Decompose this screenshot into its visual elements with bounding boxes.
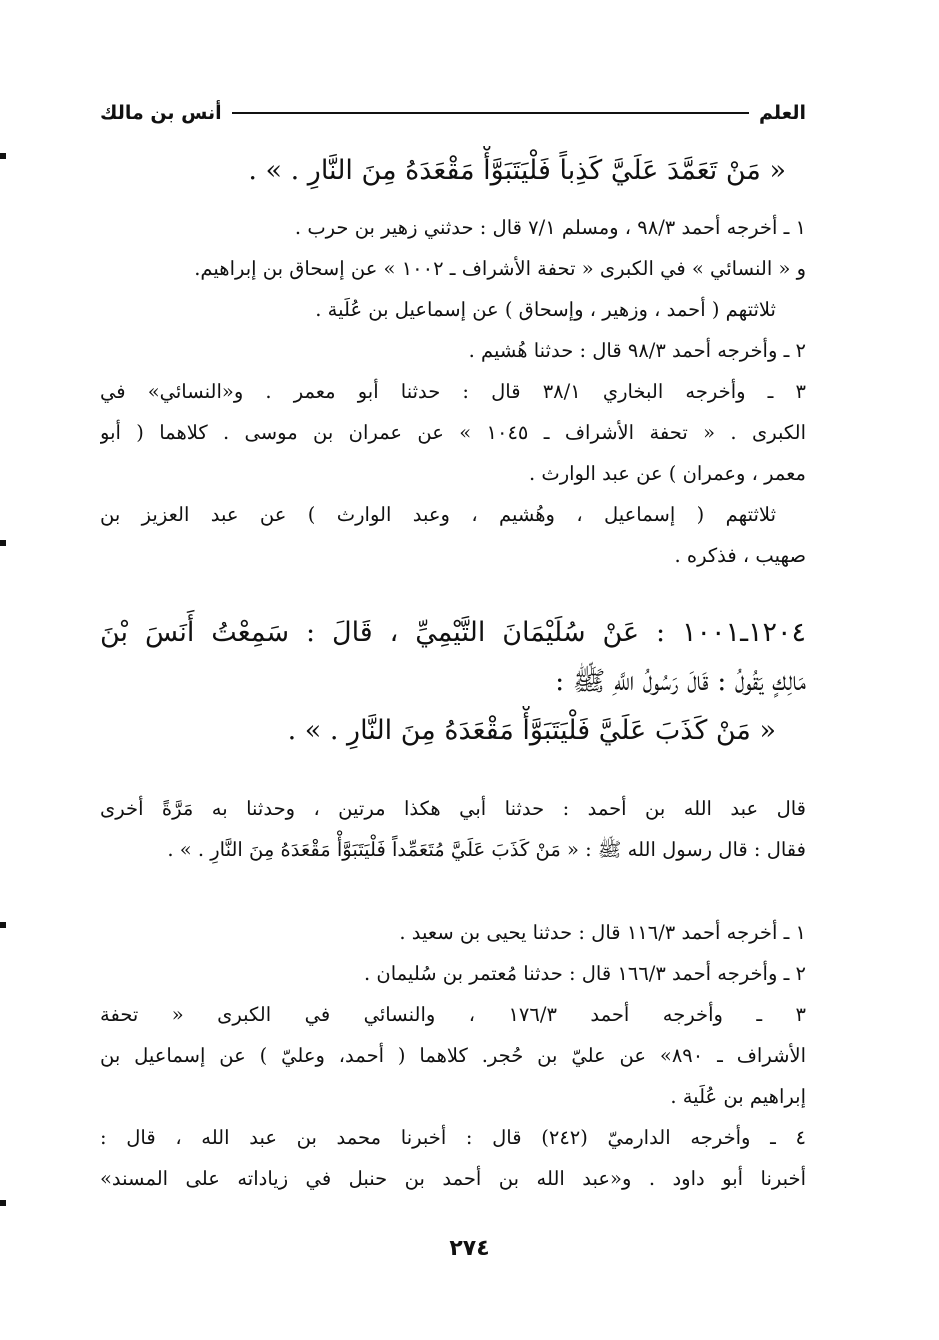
header-right-title: العلم <box>758 102 806 124</box>
note-line: ٢ ـ وأخرجه أحمد ٩٨/٣ قال : حدثنا هُشيم . <box>468 339 806 362</box>
abdullah-note <box>100 788 806 870</box>
note-line: معمر ، وعمران ) عن عبد الوارث . <box>528 462 806 485</box>
note-line: ٣ ـ وأخرجه البخاري ٣٨/١ قال : حدثنا أبو معمر . و«النسائي» في <box>100 380 806 403</box>
note-line: ١ ـ أخرجه أحمد ١١٦/٣ قال : حدثنا يحيى بن سعيد . <box>399 921 806 944</box>
note-line: إبراهيم بن عُلَية . <box>670 1085 806 1108</box>
hadith-1204 <box>100 608 806 755</box>
scan-edge-mark <box>0 1200 6 1206</box>
scan-edge-mark <box>0 153 6 159</box>
hadith-line: مَالِكٍ يَقُولُ : قَالَ رَسُولُ اللَّهِ ﷺ : <box>555 666 806 697</box>
scan-edge-mark <box>0 540 6 546</box>
hadith-line: « مَنْ تَعَمَّدَ عَلَيَّ كَذِباً فَلْيَتَبَوَّأْ مَقْعَدَهُ مِنَ النَّارِ . » . <box>248 155 786 186</box>
running-header <box>100 98 806 128</box>
note-line: ٢ ـ وأخرجه أحمد ١٦٦/٣ قال : حدثنا مُعتمر بن سُليمان . <box>364 962 806 985</box>
hadith-text-top <box>100 146 806 195</box>
note-line: ثلاثتهم ( إسماعيل ، وهُشيم ، وعبد الوارث ) عن عبد العزيز بن <box>100 503 776 526</box>
note-line: الأشراف ـ ٨٩٠» عن عليّ بن حُجر. كلاهما ( أحمد، وعليّ ) عن إسماعيل بن <box>100 1044 806 1067</box>
note-line: فقال : قال رسول الله ﷺ : « مَنْ كَذَبَ عَلَيَّ مُتَعَمِّداً فَلْيَتَبَوَّأْ مَقْعَدَهُ مِنَ النَّارِ . » . <box>167 838 806 861</box>
page-number: ٢٧٤ <box>449 1236 490 1261</box>
note-line: ٣ ـ وأخرجه أحمد ١٧٦/٣ ، والنسائي في الكبرى « تحفة <box>100 1003 806 1026</box>
note-line: ٤ ـ وأخرجه الدارميّ (٢٤٢) قال : أخبرنا محمد بن عبد الله ، قال : <box>100 1126 806 1149</box>
note-line: ثلاثتهم ( أحمد ، وزهير ، وإسحاق ) عن إسماعيل بن عُلَية . <box>315 298 776 321</box>
scan-edge-mark <box>0 922 6 928</box>
header-left-title: أنس بن مالك <box>100 102 222 124</box>
hadith-line: ١٢٠٤ـ١٠٠١ : عَنْ سُلَيْمَانَ التَّيْمِيِّ ، قَالَ : سَمِعْتُ أَنَسَ بْنَ <box>100 617 806 648</box>
takhrij-notes-1 <box>100 207 806 576</box>
note-line: ١ ـ أخرجه أحمد ٩٨/٣ ، ومسلم ٧/١ قال : حدثني زهير بن حرب . <box>294 216 806 239</box>
note-line: قال عبد الله بن أحمد : حدثنا أبي هكذا مرتين ، وحدثنا به مَرَّةً أخرى <box>100 797 806 820</box>
header-rule <box>232 112 749 114</box>
note-line: الكبرى . « تحفة الأشراف ـ ١٠٤٥ » عن عمران بن موسى . كلاهما ( أبو <box>100 421 806 444</box>
note-line: صهيب ، فذكره . <box>674 544 806 567</box>
hadith-line: « مَنْ كَذَبَ عَلَيَّ فَلْيَتَبَوَّأْ مَقْعَدَهُ مِنَ النَّارِ . » . <box>287 715 776 746</box>
note-line: و « النسائي » في الكبرى « تحفة الأشراف ـ ١٠٠٢ » عن إسحاق بن إبراهيم. <box>194 257 806 280</box>
takhrij-notes-2 <box>100 912 806 1199</box>
note-line: أخبرنا أبو داود . و«عبد الله بن أحمد بن حنبل في زياداته على المسند» <box>100 1167 806 1190</box>
